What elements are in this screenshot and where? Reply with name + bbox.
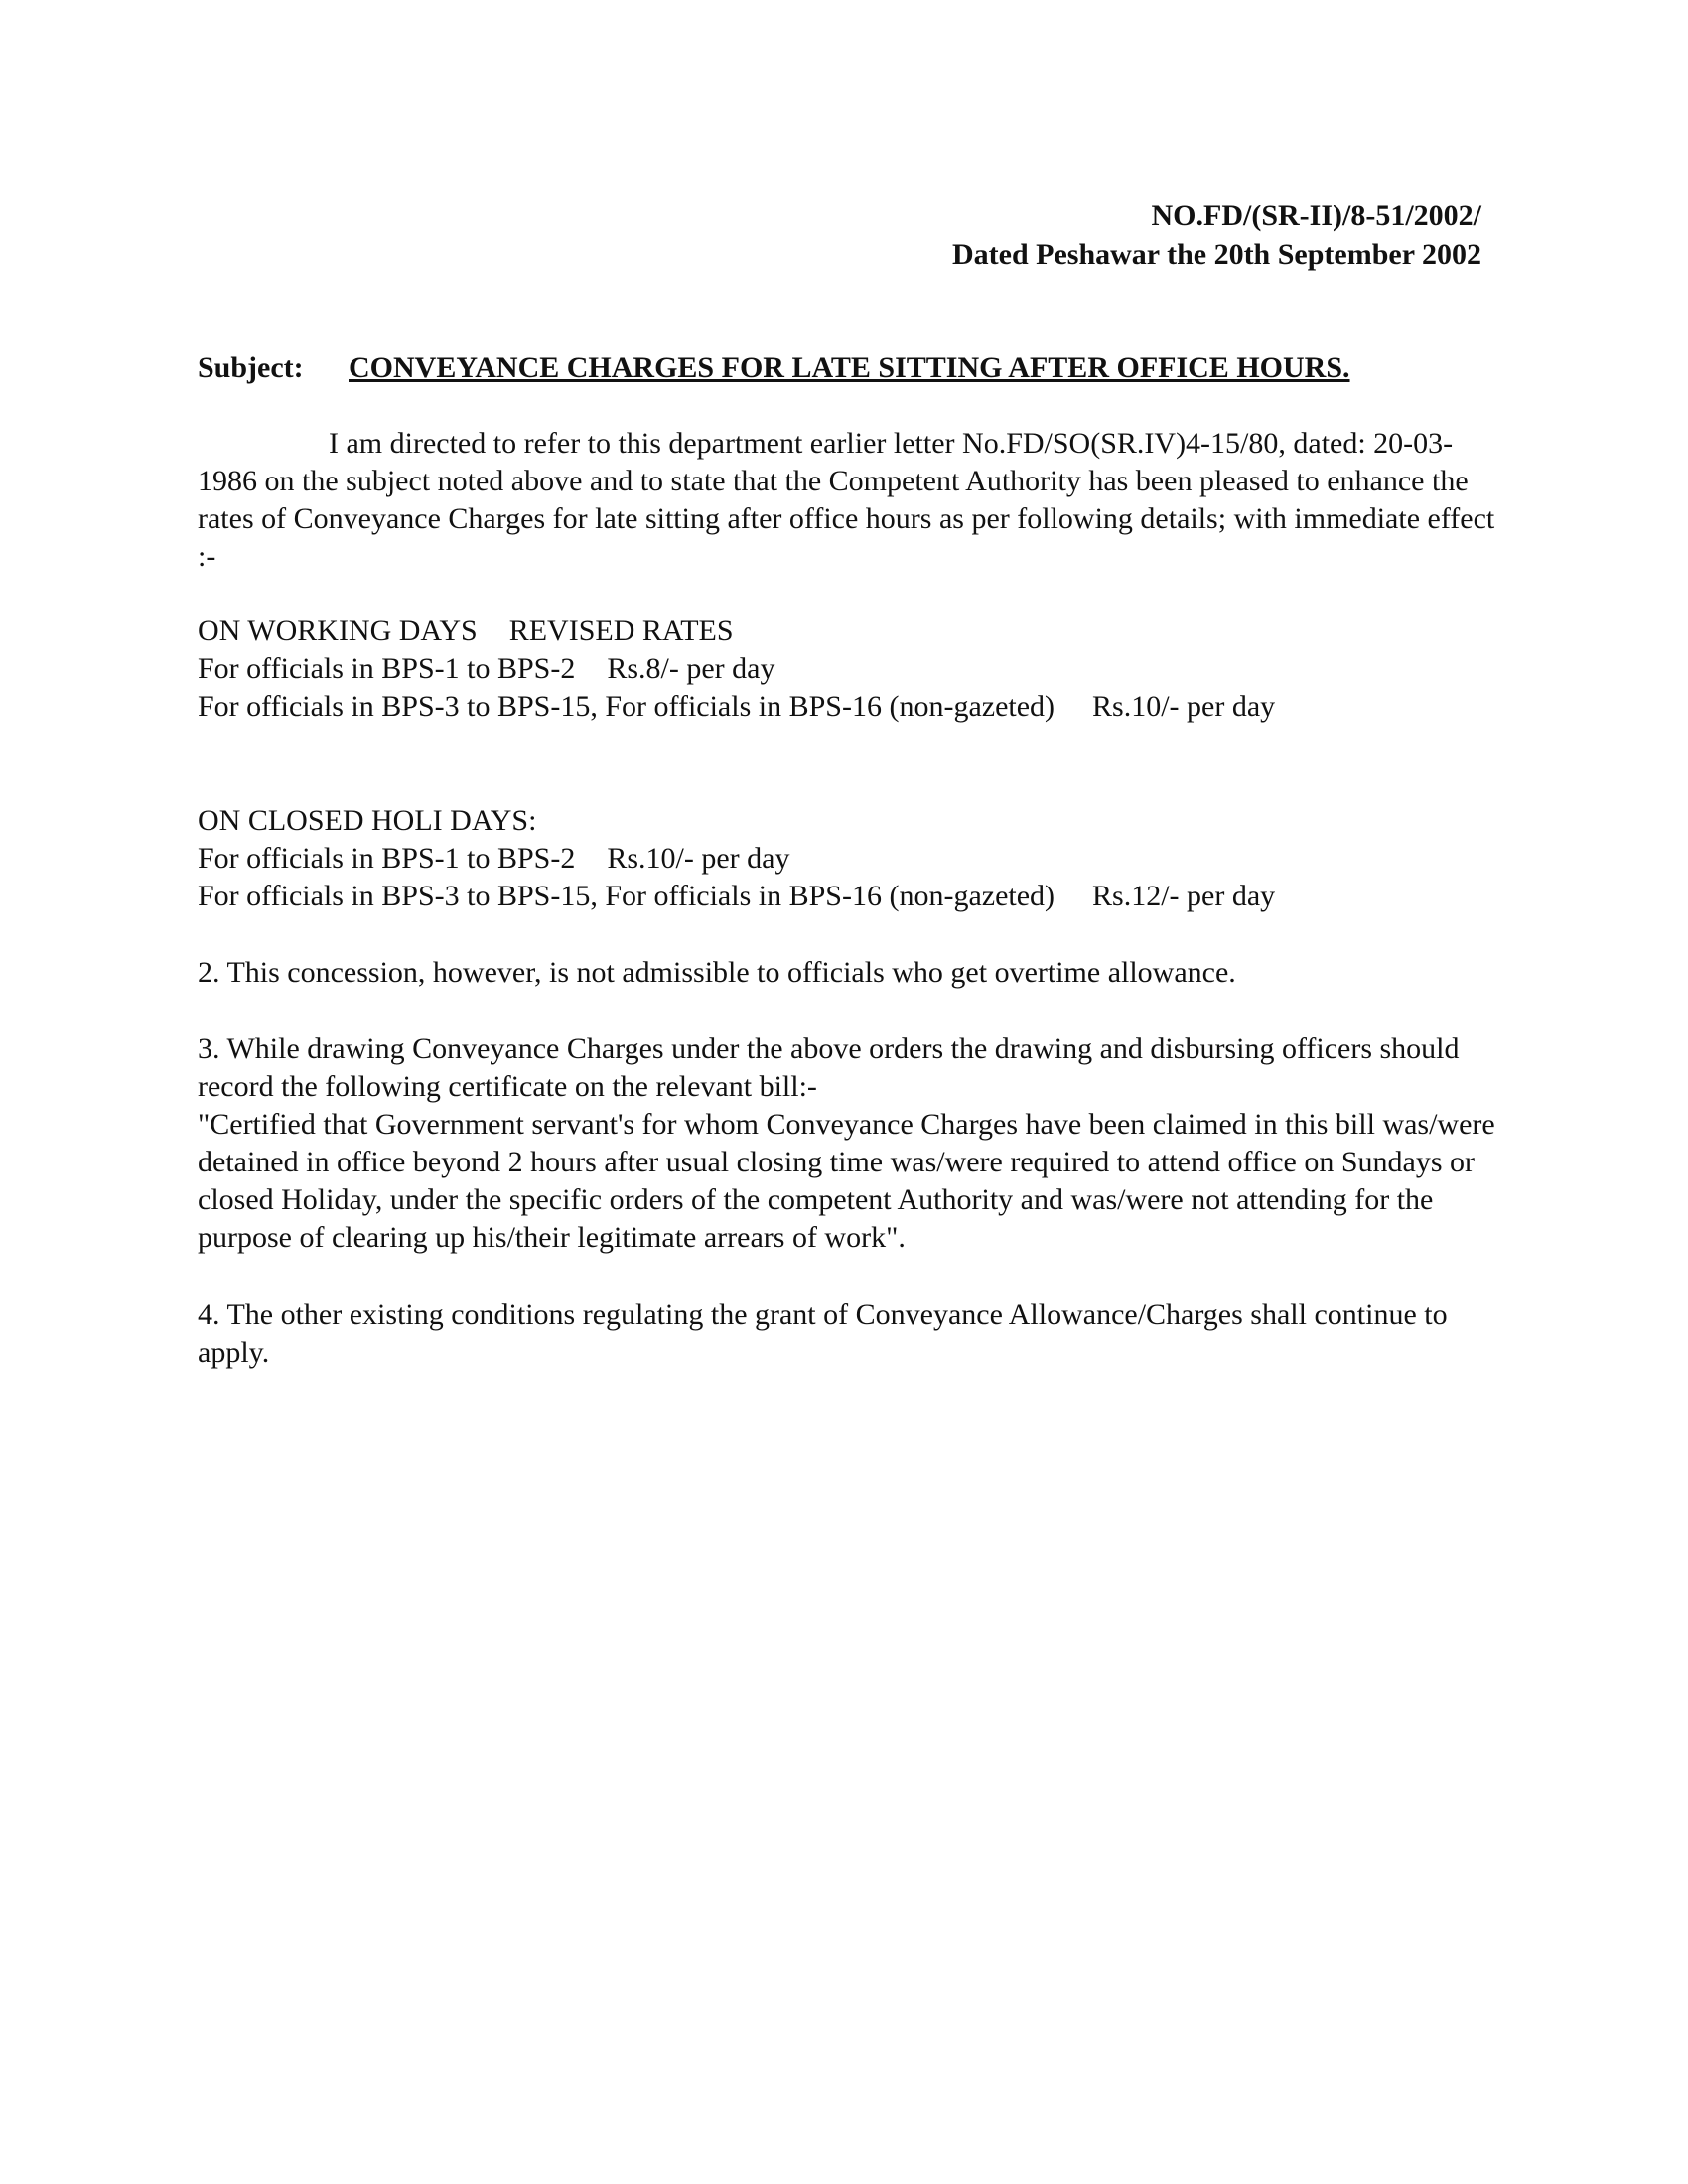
paragraph-2: 2. This concession, however, is not admissible to officials who get overtime allowance. [198, 956, 1236, 989]
closed-holidays-heading: ON CLOSED HOLI DAYS: [198, 804, 537, 837]
rate-row-label: For officials in BPS-1 to BPS-2 [198, 842, 576, 875]
rate-row-value: Rs.8/- per day [607, 652, 775, 685]
working-days-heading [198, 613, 1498, 650]
closed-holidays-rates [198, 802, 1498, 915]
rate-row [198, 878, 1498, 915]
subject-text: CONVEYANCE CHARGES FOR LATE SITTING AFTER OFFICE HOURS. [349, 351, 1350, 384]
rate-row-label: For officials in BPS-1 to BPS-2 [198, 652, 576, 685]
rate-row-value: Rs.10/- per day [1092, 690, 1276, 723]
paragraph-4: 4. The other existing conditions regulating the grant of Conveyance Allowance/Charges shall continue to apply. [198, 1298, 1448, 1369]
certificate-text: "Certified that Government servant's for whom Conveyance Charges have been claimed in this bill was/were detained in office beyond 2 hours after usual closing time was/were required to attend office on Sundays or closed Holiday, under the specific orders of the competent Authority and was/were not attending for the purpose of clearing up his/their legitimate arrears of work". [198, 1108, 1495, 1254]
reference-number: NO.FD/(SR-II)/8-51/2002/ [1151, 200, 1481, 232]
rate-row-value: Rs.12/- per day [1092, 880, 1276, 912]
subject-line [198, 348, 1350, 388]
rate-row [198, 650, 1498, 688]
rate-row [198, 840, 1498, 878]
working-days-rates [198, 613, 1498, 726]
working-days-heading-left: ON WORKING DAYS [198, 614, 478, 647]
paragraph-3 [198, 1030, 1498, 1257]
rate-row-value: Rs.10/- per day [607, 842, 790, 875]
rate-row [198, 688, 1498, 726]
working-days-heading-right: REVISED RATES [508, 614, 734, 647]
paragraph-intro-text: I am directed to refer to this department earlier letter No.FD/SO(SR.IV)4-15/80, dated: 20-03-1986 on the subject noted above and to state that the Competent Authority has been pleased to enhance the rates of Conveyance Charges for late sitting after office hours as per following details; with immediate effect :- [198, 427, 1495, 573]
rate-row-label: For officials in BPS-3 to BPS-15, For officials in BPS-16 (non-gazeted) [198, 880, 1055, 912]
paragraph-3-intro: 3. While drawing Conveyance Charges under the above orders the drawing and disbursing officers should record the following certificate on the relevant bill:- [198, 1032, 1460, 1103]
letter-date: Dated Peshawar the 20th September 2002 [951, 238, 1481, 271]
letter-header [952, 197, 1481, 274]
paragraph-intro [198, 425, 1498, 576]
rate-row-label: For officials in BPS-3 to BPS-15, For officials in BPS-16 (non-gazeted) [198, 690, 1055, 723]
subject-label: Subject: [198, 351, 304, 384]
